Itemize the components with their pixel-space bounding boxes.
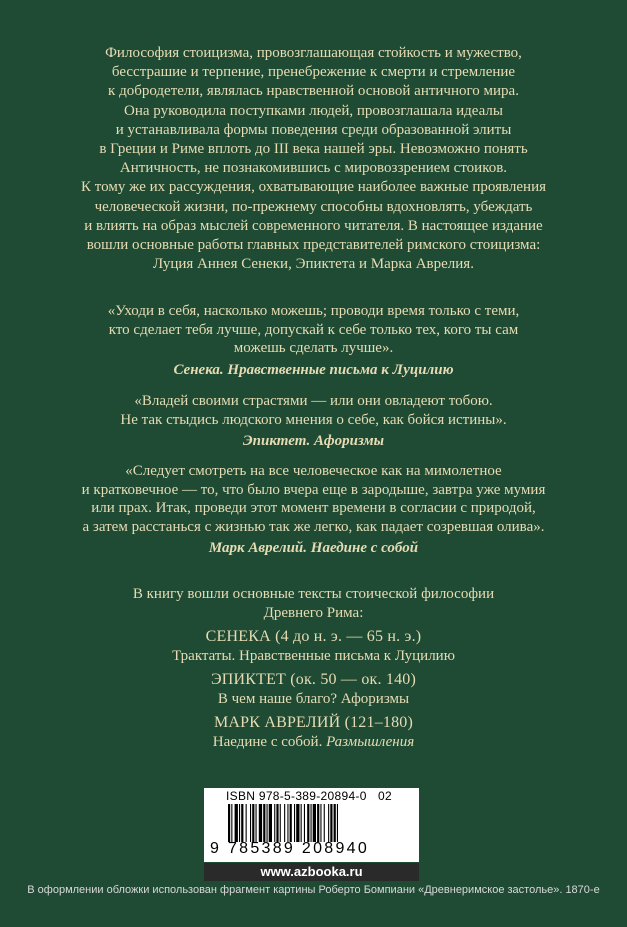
barcode-bar (307, 804, 309, 842)
barcode-bar (246, 804, 247, 842)
barcode-bar (252, 804, 254, 842)
author-name-epictetus: ЭПИКТЕТ (ок. 50 — ок. 140) (210, 671, 417, 688)
intro-line: Луция Аннея Сенеки, Эпиктета и Марка Аврелия. (153, 256, 474, 273)
intro-line: К тому же их рассуждения, охватывающие наиболее важные проявления (81, 179, 546, 196)
quote-attribution: Эпиктет. Афоризмы (242, 433, 385, 449)
barcode-bar (259, 804, 262, 842)
works-text: В чем наше благо? Афоризмы (217, 691, 410, 707)
author-works-epictetus (0, 690, 627, 709)
author-works-marcus-aurelius (0, 733, 627, 752)
quote-line: кто сделает тебя лучше, допускай к себе только тех, кого ты сам (108, 321, 519, 338)
barcode-bar (250, 804, 251, 842)
works-italic-text: Размышления (326, 734, 415, 750)
works-text: Трактаты. Нравственные письма к Луцилию (172, 648, 455, 664)
barcode-bar (287, 804, 288, 842)
author-name-seneca: СЕНЕКА (4 до н. э. — 65 н. э.) (205, 628, 422, 645)
quote-seneca (0, 302, 627, 379)
barcode-bar (239, 804, 240, 842)
intro-line: и устанавливала формы поведения среди образованной элиты (115, 121, 512, 138)
barcode-bar (256, 804, 257, 842)
barcode-bar (311, 804, 312, 842)
quote-epictetus (0, 392, 627, 451)
barcode-bar (228, 804, 230, 842)
intro-line: и влиять на образ мыслей современного читателя. В настоящее издание (84, 217, 543, 234)
barcode-bar (284, 804, 285, 842)
barcode-bar (274, 804, 275, 842)
quote-line: а затем расстанься с жизнью так же легко, как падает созревшая олива». (82, 518, 545, 535)
works-text: Наедине с собой. (212, 734, 327, 750)
intro-line: Философия стоицизма, провозглашающая стойкость и мужество, (105, 45, 522, 61)
intro-line: Она руководила поступками людей, провозглашала идеалы (124, 102, 503, 119)
barcode-bar (241, 804, 243, 842)
barcode-digits: 9 785389 208940 (210, 840, 370, 857)
quote-line: или прах. Итак, проведи этот момент времени в согласии с природой, (91, 500, 536, 516)
barcode-bar (304, 804, 305, 842)
barcode-bar (276, 804, 278, 842)
author-name-marcus-aurelius: МАРК АВРЕЛИЙ (121–180) (213, 714, 414, 731)
barcode-bar (330, 804, 332, 842)
isbn-supplement: 02 (378, 789, 392, 803)
intro-line: в Греции и Риме вплоть до III века нашей эры. Невозможно понять (99, 141, 528, 158)
barcode-bar (231, 804, 232, 842)
author-works-seneca (0, 647, 627, 666)
quote-marcus-aurelius (0, 462, 627, 558)
quote-attribution: Марк Аврелий. Наедине с собой (208, 540, 419, 556)
contents-heading-line: Древнего Рима: (263, 605, 364, 621)
isbn-text: ISBN 978-5-389-20894-0 (226, 789, 367, 803)
quote-line: «Следует смотреть на все человеческое как на мимолетное (125, 463, 502, 479)
contents-heading-line: В книгу вошли основные тексты стоической философии (132, 586, 495, 602)
isbn-label (226, 789, 406, 803)
publisher-url: www.azbooka.ru (204, 863, 419, 881)
contents-section (0, 585, 627, 752)
barcode-bar (280, 804, 281, 842)
barcode-bar (324, 804, 325, 842)
barcode-bar (313, 804, 316, 842)
barcode-bar (301, 804, 302, 842)
quote-line: и кратковечное — то, что было вчера еще в зародыше, завтра уже мумия (81, 481, 546, 498)
barcode-bar (263, 804, 265, 842)
barcode-bar (269, 804, 272, 842)
quote-line: можешь сделать лучше». (233, 340, 394, 356)
cover-credit: В оформлении обложки использован фрагмент картины Роберто Бомпиани «Древнеримское застолье». 1870-е (27, 884, 600, 896)
barcode-bar (317, 804, 319, 842)
intro-paragraph (0, 44, 627, 274)
intro-line: Античность, не познакомившись с мировоззрением стоиков. (119, 160, 508, 177)
barcode-bar (235, 804, 238, 842)
barcode-bar (296, 804, 299, 842)
barcode-bar (334, 804, 336, 842)
barcode-bar (320, 804, 321, 842)
barcode-bar (290, 804, 292, 842)
barcode-bar (294, 804, 295, 842)
quote-line: «Уходи в себя, насколько можешь; проводи время только с теми, (107, 303, 520, 319)
barcode-bar (337, 804, 338, 842)
barcode-bar (267, 804, 268, 842)
barcode-bars (226, 804, 406, 842)
barcode-bar (328, 804, 329, 842)
intro-line: к добродетели, являлась нравственной основой античного мира. (108, 83, 519, 100)
intro-line: вошли основные работы главных представителей римского стоицизма: (86, 237, 541, 254)
intro-line: человеческой жизни, по-прежнему способны вдохновлять, убеждать (94, 198, 533, 215)
quote-attribution: Сенека. Нравственные письма к Луцилию (173, 361, 454, 378)
quote-line: Не так стыдись людского мнения о себе, как бойся истины». (120, 411, 507, 428)
quote-line: «Владей своими страстями — или они овладеют тобою. (134, 393, 493, 409)
intro-line: бесстрашие и терпение, пренебрежение к смерти и стремление (111, 64, 516, 81)
